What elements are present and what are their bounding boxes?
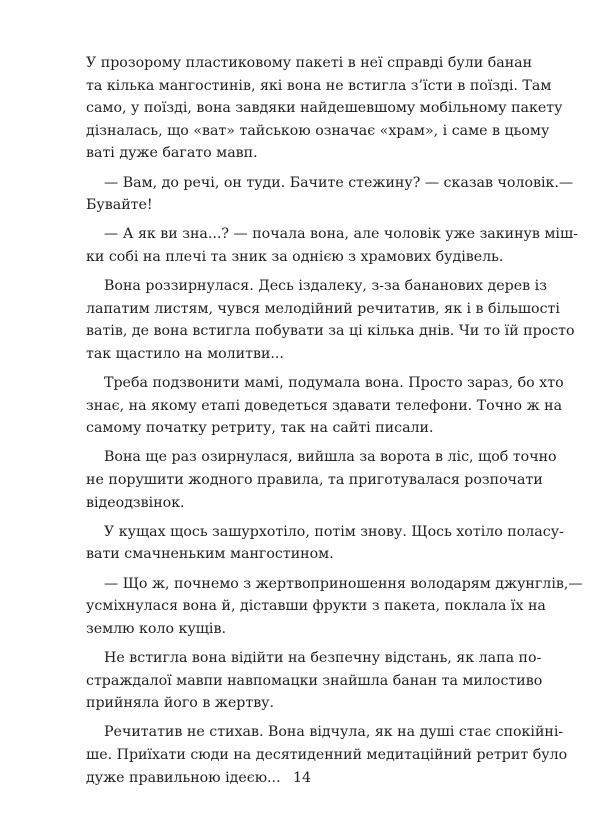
text-line: — А як ви зна...? — почала вона, але чоловік уже закинув міш- <box>104 226 578 243</box>
page-number: 14 <box>292 770 312 786</box>
text-line: ватів, де вона встигла побувати за ці кілька днів. Чи то їй просто <box>86 323 575 340</box>
body-text <box>86 52 583 789</box>
text-line: У прозорому пластиковому пакеті в неї справді були банан <box>86 55 533 71</box>
paragraph <box>86 275 575 365</box>
text-line: само, у поїзді, вона завдяки найдешевшому мобільному пакету <box>86 100 563 117</box>
text-line: відеодзвінок. <box>86 494 185 511</box>
paragraph <box>86 446 557 514</box>
text-line: дізналась, що «ват» тайською означає «храм», і саме в цьому <box>86 122 550 139</box>
text-line: У кущах щось зашурхотіло, потім знову. Щось хотіло поласу- <box>104 523 564 540</box>
paragraph <box>86 172 574 217</box>
text-line: Не встигла вона відійти на безпечну відстань, як лапа по- <box>104 650 542 666</box>
text-line: Речитатив не стихав. Вона відчула, як на душі стає спокійні- <box>104 724 564 741</box>
text-line: так щастило на молитви... <box>86 345 284 362</box>
text-line: дуже правильною ідеєю... <box>86 769 281 786</box>
text-line: Бувайте! <box>86 197 153 214</box>
paragraph <box>86 573 583 641</box>
paragraph <box>86 223 578 268</box>
text-line: Вона ще раз озирнулася, вийшла за ворота в ліс, щоб точно <box>104 449 557 466</box>
text-line: прийняла його в жертву. <box>86 695 275 712</box>
text-line: Треба подзвонити мамі, подумала вона. Просто зараз, бо хто <box>104 375 564 392</box>
paragraph <box>86 372 564 440</box>
text-line: землю коло кущів. <box>86 620 226 637</box>
text-line: вати смачненьким мангостином. <box>86 546 334 563</box>
paragraph <box>86 647 543 715</box>
text-line: — Що ж, почнемо з жертвоприношення володарям джунглів,— <box>104 575 583 592</box>
text-line: страждалої мавпи навпомацки знайшла банан та милостиво <box>86 672 543 689</box>
text-line: ваті дуже багато мавп. <box>86 145 258 162</box>
text-line: самому початку ретриту, так на сайті писали. <box>86 420 434 437</box>
text-line: лапатим листям, чувся мелодійний речитатив, як і в більшості <box>86 300 560 317</box>
text-line: ше. Приїхати сюди на десятиденний медитаційний ретрит було <box>86 746 568 763</box>
text-line: Вона роззирнулася. Десь іздалеку, з-за бананових дерев із <box>104 278 547 295</box>
text-line: та кілька мангостинів, які вона не встигла з’їсти в поїзді. Там <box>86 77 552 94</box>
text-line: знає, на якому етапі доведеться здавати телефони. Точно ж на <box>86 397 563 414</box>
paragraph <box>86 521 564 566</box>
text-line: ки собі на плечі та зник за однією з храмових будівель. <box>86 248 504 265</box>
text-line: усміхнулася вона й, діставши фрукти з пакета, поклала їх на <box>86 598 546 615</box>
text-line: — Вам, до речі, он туди. Бачите стежину? — сказав чоловік.— <box>104 174 574 191</box>
text-line: не порушити жодного правила, та приготувалася розпочати <box>86 472 543 489</box>
paragraph <box>86 52 563 165</box>
